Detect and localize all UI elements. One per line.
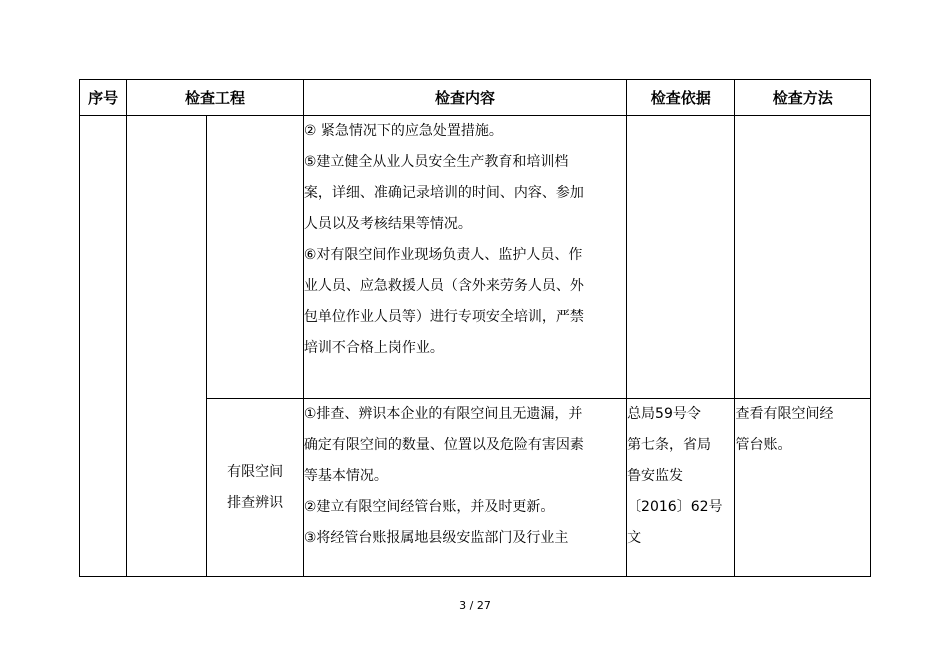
content-line: ⑤建立健全从业人员安全生产教育和培训档 <box>303 154 569 170</box>
project-cell <box>207 399 303 577</box>
content-line: ⑥对有限空间作业现场负责人、监护人员、作 <box>303 247 583 263</box>
content-cell <box>303 116 626 399</box>
basis-line: 文 <box>627 530 642 546</box>
basis-cell <box>627 399 735 577</box>
header-index: 序号 <box>80 80 127 116</box>
category-cell <box>127 116 207 577</box>
method-cell <box>735 116 871 399</box>
content-line: ③将经管台账报属地县级安监部门及行业主 <box>303 530 569 546</box>
header-method: 检查方法 <box>735 80 871 116</box>
table-row <box>80 116 871 399</box>
basis-line: 〔2016〕62号 <box>627 499 723 515</box>
content-line: 培训不合格上岗作业。 <box>303 340 444 356</box>
content-line: 人员以及考核结果等情况。 <box>303 216 472 232</box>
project-line: 有限空间 <box>227 463 284 480</box>
header-content: 检查内容 <box>303 80 626 116</box>
content-line: 案，详细、准确记录培训的时间、内容、参加 <box>303 185 584 201</box>
method-line: 查看有限空间经 <box>735 406 834 422</box>
index-cell <box>80 116 127 577</box>
basis-line: 鲁安监发 <box>627 468 684 484</box>
basis-cell <box>627 116 735 399</box>
content-line: 确定有限空间的数量、位置以及危险有害因素 <box>303 437 584 453</box>
project-cell <box>207 116 303 399</box>
basis-line: 总局59号令 <box>627 406 701 422</box>
content-line: 业人员、应急救援人员（含外来劳务人员、外 <box>303 278 584 294</box>
content-line: ①排查、辨识本企业的有限空间且无遗漏，并 <box>303 406 583 422</box>
header-project: 检查工程 <box>127 80 304 116</box>
method-cell <box>735 399 871 577</box>
project-line: 排查辨识 <box>227 494 284 511</box>
method-line: 管台账。 <box>735 437 792 453</box>
basis-line: 第七条，省局 <box>627 437 712 453</box>
header-basis: 检查依据 <box>627 80 735 116</box>
page-number: 3 / 27 <box>459 599 491 612</box>
content-cell <box>303 399 626 577</box>
inspection-table <box>79 79 871 577</box>
content-line: ②建立有限空间经管台账，并及时更新。 <box>303 499 555 515</box>
content-line: 等基本情况。 <box>303 468 388 484</box>
content-line: 包单位作业人员等）进行专项安全培训，严禁 <box>303 309 584 325</box>
header-row <box>80 80 871 116</box>
content-line: ② 紧急情况下的应急处置措施。 <box>303 123 503 139</box>
